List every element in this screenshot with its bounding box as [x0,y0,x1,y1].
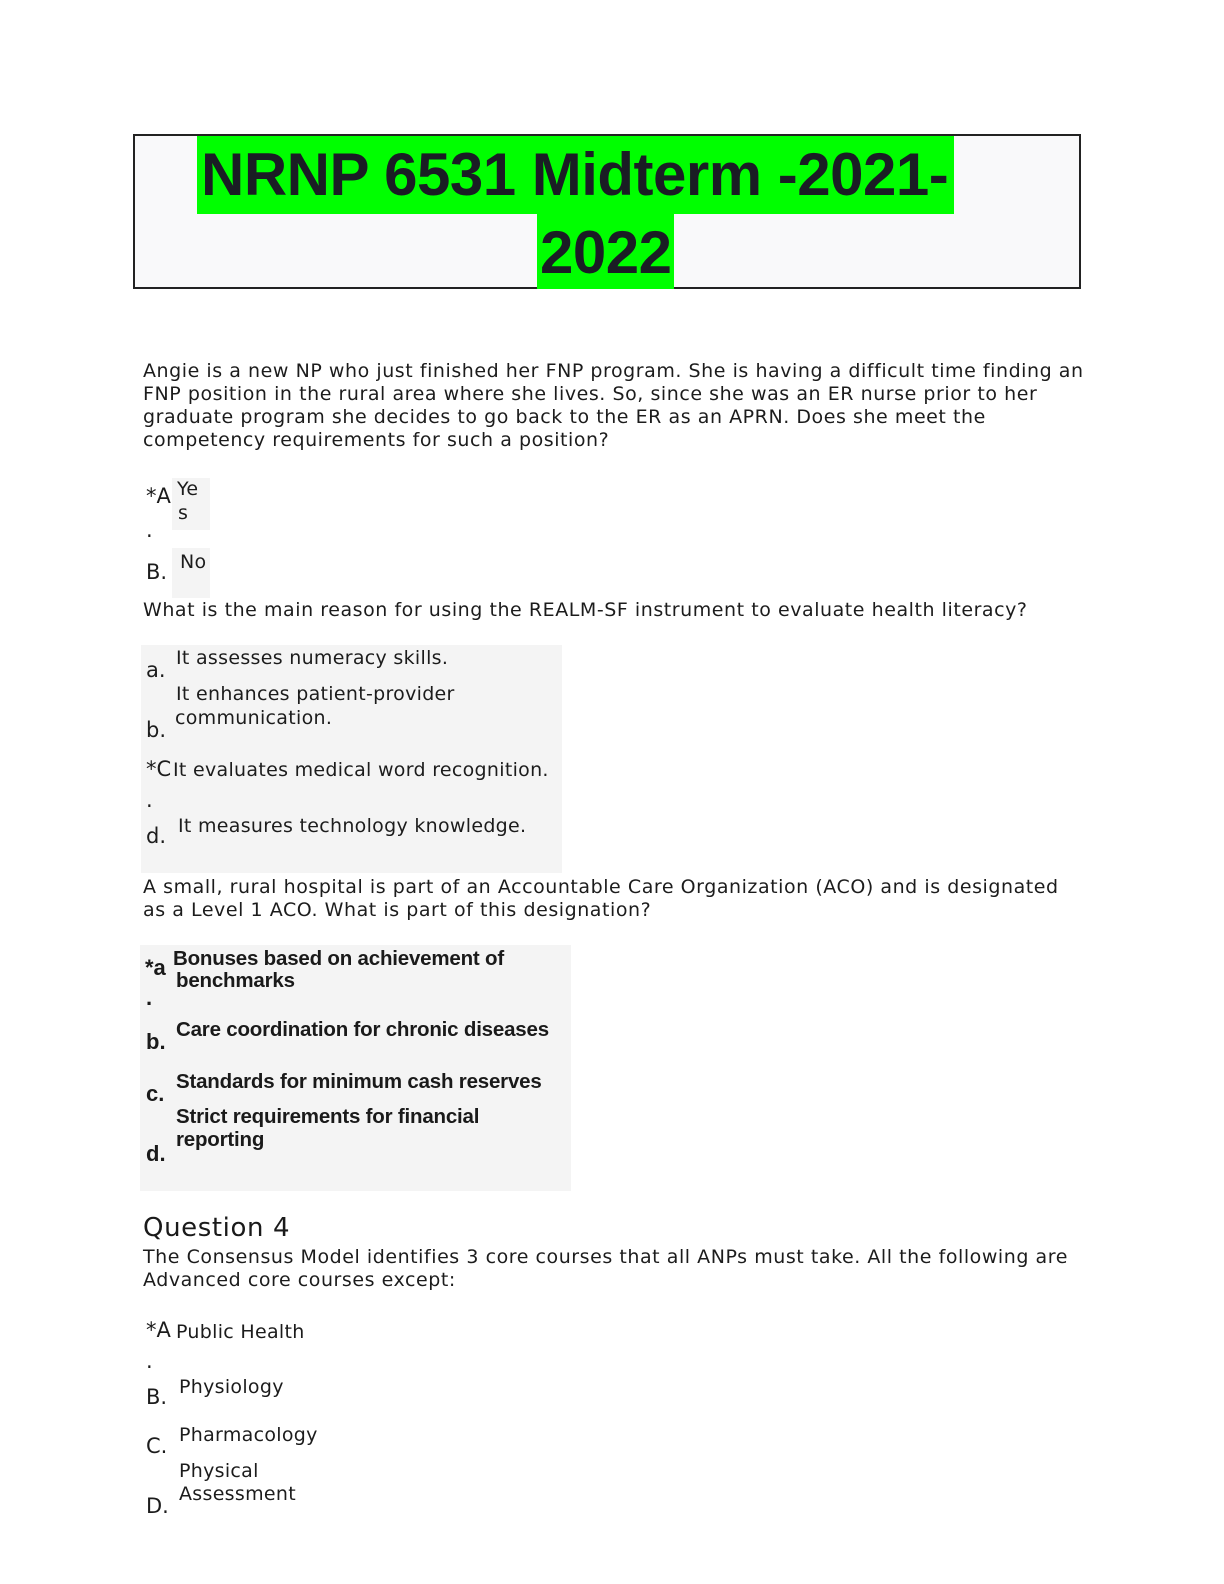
q1-text-line: Angie is a new NP who just finished her FNP program. She is having a difficult time finding an [143,360,1084,382]
page-title-line2: 2022 [537,214,674,289]
q3-option-c-text[interactable]: Standards for minimum cash reserves [176,1070,542,1093]
q3-option-d-text[interactable]: Strict requirements for financial [176,1105,480,1128]
q4-option-b-letter: B. [146,1385,168,1409]
q4-option-b-text[interactable]: Physiology [179,1376,284,1398]
q4-text-line: Advanced core courses except: [143,1269,456,1291]
q2-option-d-letter: d. [146,824,167,848]
q4-option-d-letter: D. [146,1494,169,1518]
q3-option-b-letter: b. [146,1029,166,1054]
q3-option-b-text[interactable]: Care coordination for chronic diseases [176,1018,549,1041]
q2-text: What is the main reason for using the REALM-SF instrument to evaluate health literacy? [143,599,1028,621]
q2-option-c-letter: *C [146,757,172,781]
q3-option-d-letter: d. [146,1141,166,1166]
q4-text [143,1246,1068,1292]
q1-option-a-text[interactable]: Ye [177,478,199,500]
q1-text-line: competency requirements for such a position? [143,429,610,451]
q1-option-b-letter: B. [146,560,168,584]
q3-text [143,876,1059,922]
q4-text-line: The Consensus Model identifies 3 core courses that all ANPs must take. All the following are [143,1246,1068,1268]
q2-option-c-text[interactable]: It evaluates medical word recognition. [173,759,549,781]
page-title-line1: NRNP 6531 Midterm -2021- [197,136,954,214]
q2-option-a-letter: a. [146,658,166,682]
q1-text-line: graduate program she decides to go back to the ER as an APRN. Does she meet the [143,406,986,428]
q3-option-d-text-cont[interactable]: reporting [176,1128,265,1151]
q4-option-a-text[interactable]: Public Health [176,1321,305,1343]
q2-option-b-text[interactable]: It enhances patient-provider [176,683,455,705]
q3-text-line: as a Level 1 ACO. What is part of this designation? [143,899,652,921]
q4-option-d-text-cont[interactable]: Assessment [179,1483,296,1505]
q3-option-a-text[interactable]: Bonuses based on achievement of [173,947,504,970]
q3-option-c-letter: c. [146,1081,165,1106]
q4-option-a-dot: . [146,1349,153,1373]
q4-option-d-text[interactable]: Physical [179,1460,259,1482]
q1-option-a-text-cont[interactable]: s [178,502,189,524]
q2-option-b-text-cont[interactable]: communication. [175,707,333,729]
title-box [133,134,1081,289]
q4-option-a-letter: *A [146,1318,171,1342]
q4-option-c-text[interactable]: Pharmacology [179,1424,318,1446]
q3-option-a-text-cont[interactable]: benchmarks [176,969,295,992]
q3-text-line: A small, rural hospital is part of an Accountable Care Organization (ACO) and is designated [143,876,1059,898]
q2-option-d-text[interactable]: It measures technology knowledge. [178,815,527,837]
q4-option-c-letter: C. [146,1434,168,1458]
q3-option-a-letter: *a [145,955,166,980]
q2-option-a-text[interactable]: It assesses numeracy skills. [176,647,449,669]
q1-option-a-dot: . [146,518,153,542]
q2-option-b-letter: b. [146,718,167,742]
q3-option-a-dot: . [146,985,153,1010]
q1-option-b-text[interactable]: No [180,551,207,573]
question-4-heading: Question 4 [143,1213,291,1243]
q1-text [143,360,1084,452]
q2-option-c-dot: . [146,788,153,812]
q1-text-line: FNP position in the rural area where she lives. So, since she was an ER nurse prior to her [143,383,1038,405]
q1-option-a-letter: *A [146,484,171,508]
